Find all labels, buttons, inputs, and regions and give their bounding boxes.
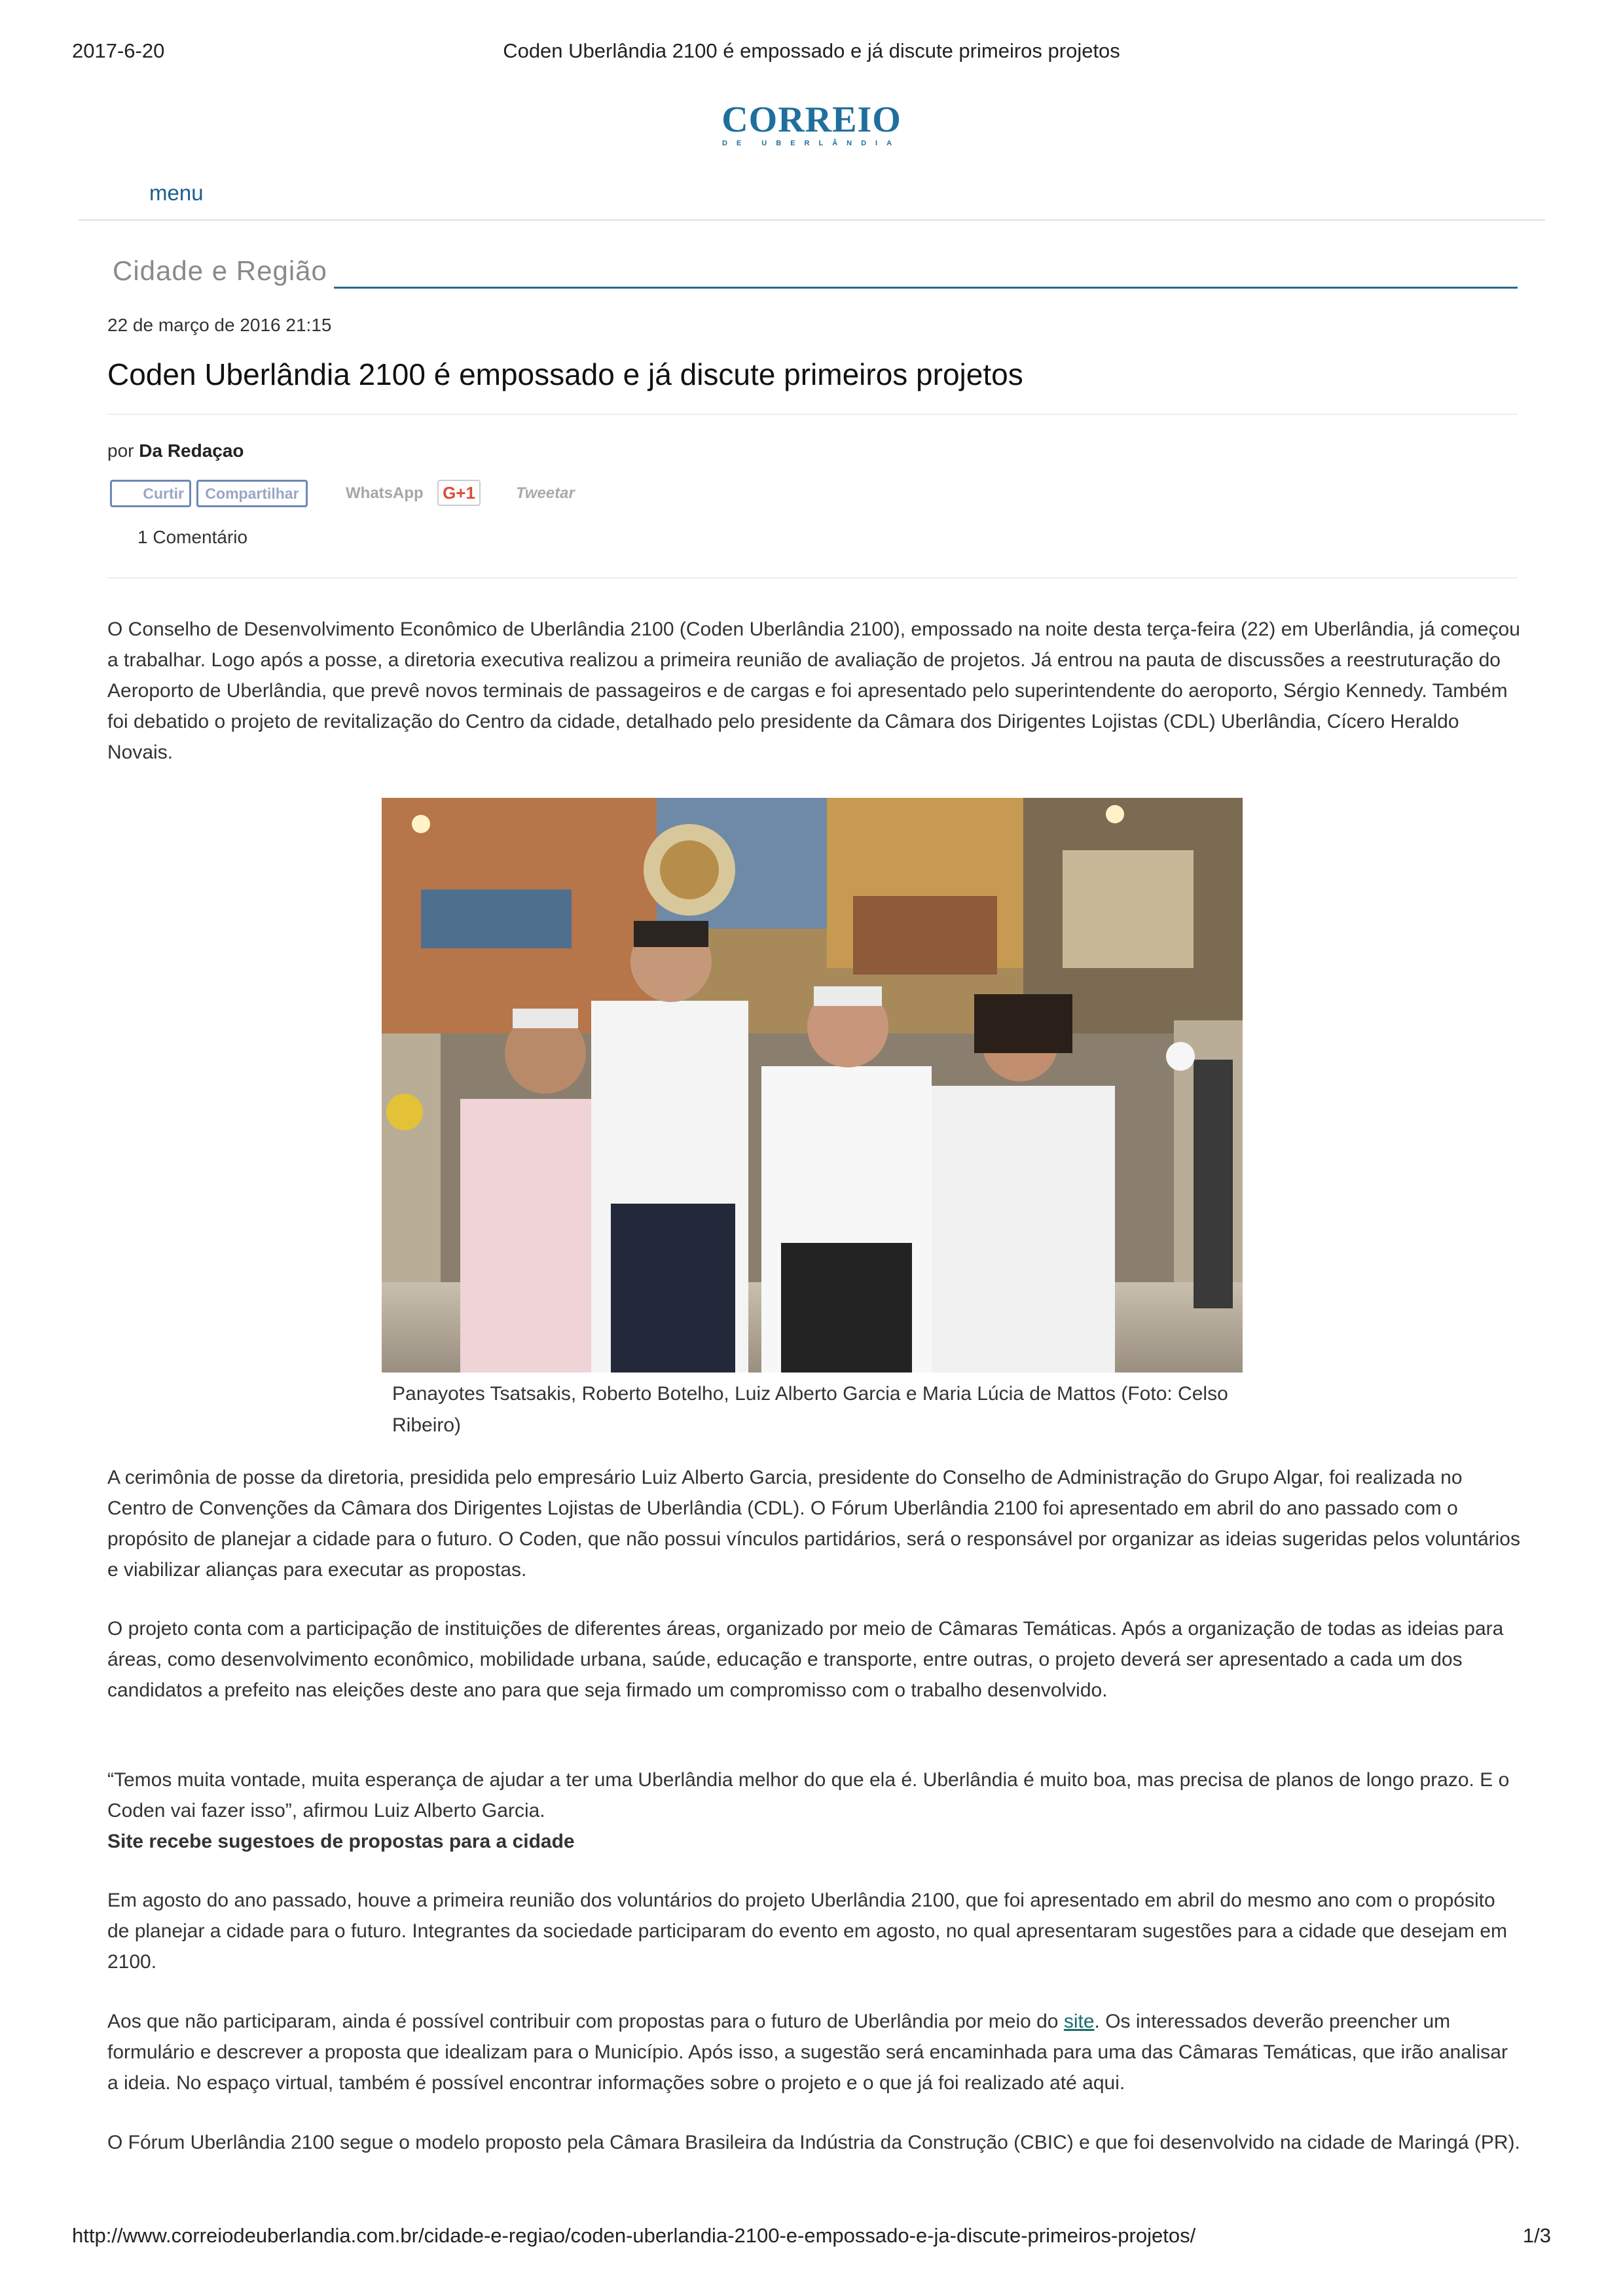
section-divider [334, 287, 1518, 289]
article-paragraph: A cerimônia de posse da diretoria, presidida pelo empresário Luiz Alberto Garcia, presidente do Conselho de Administração do Grupo Algar, foi realizada no Centro de Convenções da Câmara dos Dirigentes Lojistas de Uberlândia (CDL). O Fórum Uberlândia 2100 foi apresentado em abril do ano passado com o propósito de planejar a cidade para o futuro. O Coden, que não possui vínculos partidários, será o responsável por organizar as ideias sugeridas pelos voluntários e viabilizar alianças para executar as propostas. [107, 1467, 1520, 1581]
byline-prefix: por [107, 440, 134, 461]
article-date: 22 de março de 2016 21:15 [107, 315, 332, 335]
comments-link[interactable]: 1 Comentário [137, 527, 248, 547]
section-title[interactable]: Cidade e Região [113, 255, 327, 286]
print-page-number: 1/3 [1522, 2224, 1551, 2247]
article-photo [382, 798, 1243, 1372]
article-headline: Coden Uberlândia 2100 é empossado e já discute primeiros projetos [107, 357, 1023, 391]
article-paragraph: O Fórum Uberlândia 2100 segue o modelo proposto pela Câmara Brasileira da Indústria da Construção (CBIC) e que foi desenvolvido na cidade de Maringá (PR). [107, 2132, 1520, 2153]
site-link[interactable]: site [1063, 2011, 1095, 2032]
logo-subtext: DE UBERLÂNDIA [721, 139, 902, 147]
article-quote-paragraph: “Temos muita vontade, muita esperança de ajudar a ter uma Uberlândia melhor do que ela é. Uberlândia é muito boa, mas precisa de planos de longo prazo. E o Coden vai fazer isso”, afirmou Luiz Alberto Garcia. [107, 1769, 1510, 1821]
article-paragraph [107, 2006, 1522, 2098]
logo-text: CORREIO [721, 99, 902, 140]
share-button[interactable]: Compartilhar [196, 480, 308, 507]
photo-caption: Panayotes Tsatsakis, Roberto Botelho, Luiz Alberto Garcia e Maria Lúcia de Mattos (Foto: Celso Ribeiro) [392, 1383, 1228, 1436]
social-divider [107, 577, 1518, 579]
menu-divider [79, 219, 1545, 221]
article-paragraph: O projeto conta com a participação de instituições de diferentes áreas, organizado por meio de Câmaras Temáticas. Após a organização de todas as ideias para áreas, como desenvolvimento econômico, mobilidade urbana, saúde, educação e transporte, entre outras, o projeto deverá ser apresentado a cada um dos candidatos a prefeito nas eleições deste ano para que seja firmado um compromisso com o trabalho desenvolvido. [107, 1618, 1504, 1701]
article-paragraph: Em agosto do ano passado, houve a primeira reunião dos voluntários do projeto Uberlândia 2100, que foi apresentado em abril do mesmo ano com o propósito de planejar a cidade para o futuro. Integrantes da sociedade participaram do evento em agosto, no qual apresentaram sugestões para a cidade que desejam em 2100. [107, 1890, 1508, 1973]
paragraph-text: Aos que não participaram, ainda é possível contribuir com propostas para o futuro de Uberlândia por meio do [107, 2011, 1064, 2032]
headline-divider [107, 414, 1518, 415]
paragraph-text: . Os interessados deverão preencher um formulário e descrever a proposta que idealizam para o Município. Após isso, a sugestão será encaminhada para uma das Câmaras Temáticas, que irão analisar a ideia. No espaço virtual, também é possível encontrar informações sobre o projeto e o que já foi realizado até aqui. [107, 2011, 1508, 2094]
like-button[interactable]: Curtir [110, 480, 191, 507]
article-subheading: Site recebe sugestoes de propostas para a cidade [107, 1831, 575, 1852]
print-title: Coden Uberlândia 2100 é empossado e já discute primeiros projetos [503, 39, 1120, 62]
article-paragraph: O Conselho de Desenvolvimento Econômico de Uberlândia 2100 (Coden Uberlândia 2100), empossado na noite desta terça-feira (22) em Uberlândia, já começou a trabalhar. Logo após a posse, a diretoria executiva realizou a primeira reunião de avaliação de projetos. Já entrou na pauta de discussões a reestruturação do Aeroporto de Uberlândia, que prevê novos terminais de passageiros e de cargas e foi apresentado pelo superintendente do aeroporto, Sérgio Kennedy. Também foi debatido o projeto de revitalização do Centro da cidade, detalhado pelo presidente da Câmara dos Dirigentes Lojistas (CDL) Uberlândia, Cícero Heraldo Novais. [107, 619, 1520, 763]
print-footer-url: http://www.correiodeuberlandia.com.br/cidade-e-regiao/coden-uberlandia-2100-e-empossado-e-ja-discute-primeiros-projetos/ [72, 2224, 1196, 2247]
site-logo[interactable] [0, 101, 1623, 147]
print-date: 2017-6-20 [72, 39, 165, 62]
tweet-button[interactable]: Tweetar [516, 484, 575, 502]
byline [107, 440, 244, 461]
menu-link[interactable]: menu [149, 181, 204, 205]
byline-author[interactable]: Da Redaçao [139, 440, 244, 461]
gplus-button[interactable]: G+1 [437, 480, 481, 506]
whatsapp-button[interactable]: WhatsApp [346, 484, 424, 502]
